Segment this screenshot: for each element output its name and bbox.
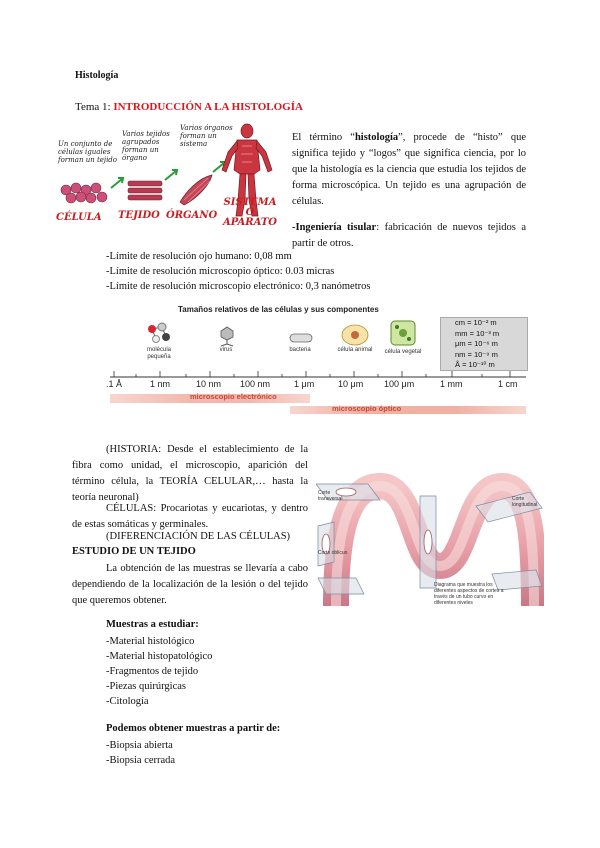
obtener-item: -Biopsia abierta [106, 740, 173, 751]
label-celula: CÉLULA [56, 212, 102, 223]
unit-um: μm = 10⁻⁶ m [455, 339, 498, 348]
organ-muscle-image [176, 172, 216, 206]
unit-mm: mm = 10⁻³ m [455, 328, 500, 338]
fig3-caption: Diagrama que muestra los diferentes aspectos de cortes a través de un tubo curvo en diferentes niveles [434, 582, 504, 606]
fig2-title: Tamaños relativos de las células y sus componentes [178, 305, 379, 314]
item-animal-cell-label: célula animal [337, 347, 373, 353]
muestras-list [106, 634, 212, 709]
arrow-icon [110, 176, 126, 190]
label-corte-transversal: Corte transversal [318, 490, 343, 502]
units-legend [440, 317, 528, 371]
muestra-item: -Material histopatológico [106, 651, 213, 662]
note-tejidos: Varios tejidos agrupados forman un órgano [122, 130, 170, 162]
historia-paragraph [72, 442, 308, 506]
label-tejido: TEJIDO [118, 210, 160, 221]
unit-nm: nm = 10⁻⁹ m [455, 349, 498, 359]
unit-a: Å = 10⁻¹⁰ m [455, 360, 495, 369]
unit-cm: cm = 10⁻² m [455, 318, 497, 327]
figure-tube-sections [316, 456, 544, 616]
note-celulas: Un conjunto de células iguales forman un tejido [58, 140, 117, 164]
tema-prefix: Tema 1: [75, 101, 114, 113]
estudio-title: ESTUDIO DE UN TEJIDO [72, 546, 196, 557]
ingenieria-label: -Ingeniería tisular [292, 222, 377, 233]
ingenieria-text: : fabricación de nuevos tejidos a partir de otros. [292, 222, 527, 249]
intro-keyword: histología [354, 132, 399, 143]
figure-cell-to-system [52, 120, 284, 242]
cells-cluster-image [60, 182, 110, 204]
limit-item: -Límite de resolución ojo humano: 0,08 mm [106, 251, 292, 262]
label-aparato: APARATO [223, 217, 277, 228]
intro-paragraph [292, 130, 526, 210]
estudio-text: La obtención de las muestras se llevaría a cabo dependiendo de la localización de la lesión o del tejido que queremos obtener. [72, 563, 308, 606]
label-corte-oblicuo: Corte oblicuo [318, 550, 348, 556]
scale-label: 10 μm [338, 379, 364, 389]
tema-title [75, 101, 303, 113]
tema-title-text: INTRODUCCIÓN A LA HISTOLOGÍA [113, 101, 303, 113]
scale-labels [106, 379, 530, 391]
scale-label: 10 nm [196, 379, 222, 389]
label-o: O [245, 207, 255, 218]
band-optical-label: microscopio óptico [332, 404, 402, 413]
figure-relative-sizes [106, 303, 530, 418]
item-bacteria-label: bacteria [289, 347, 311, 353]
diferenciacion-line: (DIFERENCIACIÓN DE LAS CÉLULAS) [106, 531, 291, 542]
obtener-item: -Biopsia cerrada [106, 755, 176, 766]
intro-part-1: El término “ [292, 132, 355, 143]
muestras-title: Muestras a estudiar: [106, 619, 199, 630]
note-organos: Varios órganos forman un sistema [180, 124, 233, 148]
plant-cell-icon [388, 319, 418, 347]
muestra-item: -Fragmentos de tejido [106, 666, 199, 677]
label-organo: ÓRGANO [166, 210, 218, 221]
obtener-list [106, 738, 175, 768]
tissue-image [126, 178, 164, 204]
limits-list [106, 249, 370, 294]
bacteria-icon [288, 331, 314, 345]
item-molecula-label: molécula pequeña [146, 347, 171, 360]
label-sistema-aparato [222, 198, 278, 228]
scale-label: .1 Å [106, 379, 123, 389]
item-virus-label: virus [219, 347, 233, 353]
scale-label: 100 μm [384, 379, 415, 389]
item-plant-cell-label: célula vegetal [384, 349, 422, 355]
virus-icon [216, 325, 238, 347]
document-heading: Histología [75, 70, 119, 81]
limit-item: -Límite de resolución microscopio óptico: 0.03 micras [106, 266, 335, 277]
estudio-paragraph [72, 561, 308, 609]
muestra-item: -Material histológico [106, 636, 195, 647]
scale-label: 1 mm [440, 379, 463, 389]
scale-label: 1 cm [498, 379, 518, 389]
band-optical-microscope [290, 406, 526, 414]
ingenieria-paragraph [292, 220, 526, 252]
intro-part-3: ”, procede de “histo” que significa tejido y “logos” que significa ciencia, por lo que la histología es la ciencia que estudia los tejidos de forma microscópica. Un tejido es una agrupación de células. [292, 132, 527, 207]
celulas-paragraph [72, 501, 308, 533]
animal-cell-icon [340, 323, 370, 347]
historia-text: (HISTORIA: Desde el establecimiento de la fibra como unidad, el microscopio, aparición del término célula, la TEORÍA CELULAR,… hasta la teoría neuronal) [72, 444, 308, 503]
scale-label: 1 μm [294, 379, 315, 389]
muestra-item: -Piezas quirúrgicas [106, 681, 186, 692]
obtener-title: Podemos obtener muestras a partir de: [106, 723, 281, 734]
band-electron-label: microscopio electrónico [190, 392, 277, 401]
molecule-icon [144, 319, 174, 345]
celulas-text: CÉLULAS: Procariotas y eucariotas, y dentro de estas somáticas y germinales. [72, 503, 308, 530]
muestra-item: -Citología [106, 696, 149, 707]
scale-label: 1 nm [150, 379, 171, 389]
label-corte-longitudinal: Corte longitudinal [512, 496, 538, 508]
label-sistema: SISTEMA [223, 197, 277, 208]
limit-item: -Límite de resolución microscopio electrónico: 0,3 nanómetros [106, 281, 371, 292]
scale-label: 100 nm [240, 379, 271, 389]
